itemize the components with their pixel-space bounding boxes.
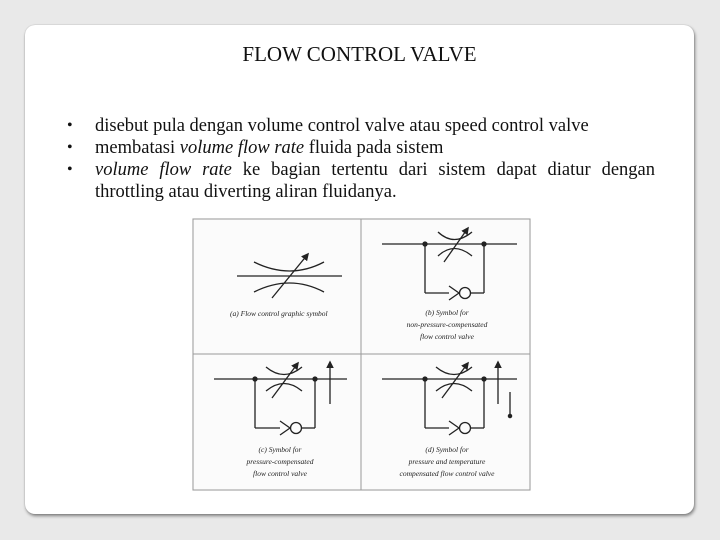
bullet-list <box>65 115 655 203</box>
caption-b-line1: (b) Symbol for <box>425 308 469 317</box>
bullet-icon: • <box>67 139 73 156</box>
caption-b-line3: flow control valve <box>420 332 474 341</box>
bullet-text-emphasis: volume flow rate <box>179 138 305 158</box>
symbol-a-flow-control <box>237 254 342 298</box>
bullet-icon: • <box>67 161 73 178</box>
symbol-c-pressure-compensated <box>214 362 347 435</box>
caption-a: (a) Flow control graphic symbol <box>230 309 328 318</box>
bullet-text-emphasis: volume flow rate <box>95 160 232 180</box>
caption-d-line1: (d) Symbol for <box>425 445 469 454</box>
slide-title: FLOW CONTROL VALVE <box>242 42 477 66</box>
bullet-text-pre: membatasi <box>95 138 180 158</box>
bullet-text-post: fluida pada sistem <box>304 138 444 158</box>
bullet-item <box>65 159 655 203</box>
caption-c-line1: (c) Symbol for <box>258 445 302 454</box>
caption-d-line3: compensated flow control valve <box>399 469 495 478</box>
caption-c-line2: pressure-compensated <box>246 457 314 466</box>
symbol-d-pressure-temperature-compensated <box>382 362 517 435</box>
symbol-b-non-pressure-compensated <box>382 228 517 300</box>
caption-d-line2: pressure and temperature <box>408 457 486 466</box>
flow-control-symbols-figure <box>192 218 531 491</box>
bullet-item <box>65 137 655 159</box>
bullet-icon: • <box>67 117 73 134</box>
symbols-diagram <box>192 218 531 491</box>
slide <box>25 25 694 514</box>
caption-b-line2: non-pressure-compensated <box>406 320 488 329</box>
bullet-text: disebut pula dengan volume control valve atau speed control valve <box>95 116 589 136</box>
bullet-item <box>65 115 655 137</box>
caption-c-line3: flow control valve <box>253 469 307 478</box>
bullet-text-post: ke bagian tertentu dari sistem dapat diatur dengan throttling atau diverting aliran fluidanya. <box>95 160 655 202</box>
